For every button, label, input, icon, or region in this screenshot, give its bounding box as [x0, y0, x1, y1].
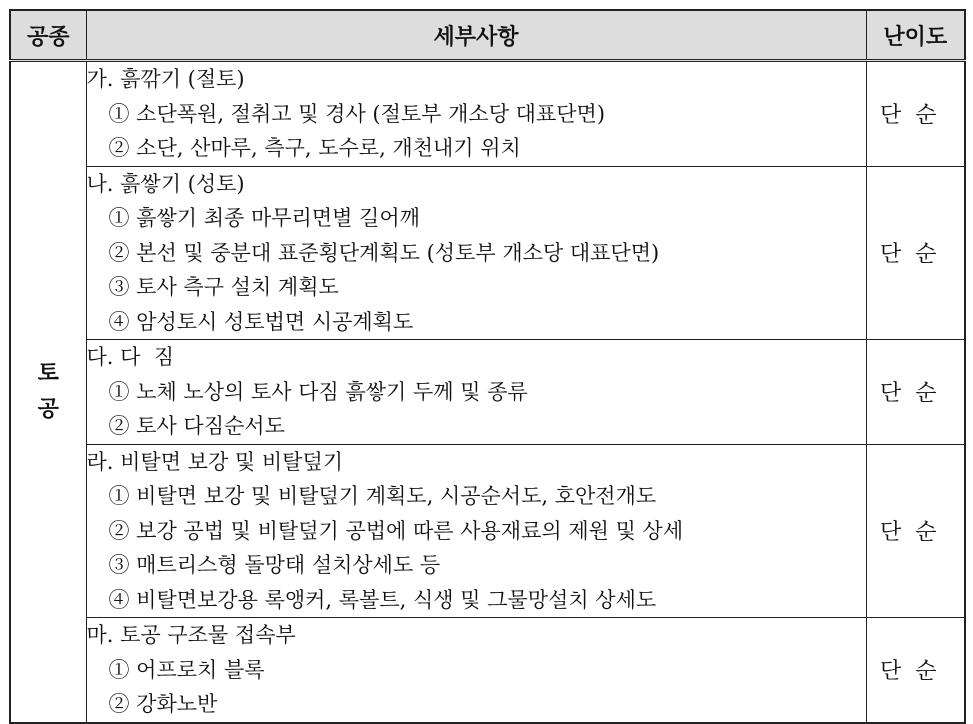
detail-cell: [86, 618, 866, 723]
group-title: 마. 토공 구조물 접속부: [86, 623, 296, 647]
detail-cell: [86, 166, 866, 340]
header-difficulty: 난이도: [866, 10, 965, 61]
list-item: ② 본선 및 중분대 표준횡단계획도 (성토부 개소당 대표단면): [108, 240, 660, 265]
difficulty-cell: 단순: [866, 61, 965, 167]
list-item: ① 소단폭원, 절취고 및 경사 (절토부 개소당 대표단면): [108, 101, 606, 126]
group-title: 라. 비탈면 보강 및 비탈덮기: [86, 449, 344, 474]
table-row: [10, 340, 965, 445]
list-item: ① 비탈면 보강 및 비탈덮기 계획도, 시공순서도, 호안전개도: [108, 484, 657, 508]
list-item: ② 강화노반: [108, 692, 218, 716]
category-char: 토: [37, 360, 59, 386]
list-item: ③ 토사 측구 설치 계획도: [108, 275, 339, 299]
list-item: ① 어프로치 블록: [108, 657, 265, 682]
difficulty-cell: 단순: [866, 618, 965, 723]
category-cell: [10, 61, 86, 723]
group-title: 다. 다 짐: [86, 345, 175, 369]
list-item: ② 소단, 산마루, 측구, 도수로, 개천내기 위치: [108, 136, 521, 160]
header-row: [10, 10, 965, 61]
difficulty-cell: 단순: [866, 340, 965, 445]
group-title: 나. 흙쌓기 (성토): [86, 171, 245, 196]
list-item: ② 보강 공법 및 비탈덮기 공법에 따른 사용재료의 제원 및 상세: [108, 518, 684, 543]
table-row: [10, 166, 965, 340]
list-item: ① 노체 노상의 토사 다짐 흙쌓기 두께 및 종류: [108, 379, 528, 404]
header-category: 공종: [10, 10, 86, 61]
detail-cell: [86, 444, 866, 618]
difficulty-cell: 단순: [866, 444, 965, 618]
construction-detail-table: [9, 9, 966, 724]
list-item: ④ 암성토시 성토법면 시공계획도: [108, 309, 414, 334]
group-title: 가. 흙깎기 (절토): [86, 67, 245, 91]
table-row: [10, 61, 965, 167]
list-item: ① 흙쌓기 최종 마무리면별 길어깨: [108, 206, 420, 230]
detail-cell: [86, 340, 866, 445]
list-item: ④ 비탈면보강용 록앵커, 록볼트, 식생 및 그물망설치 상세도: [108, 587, 657, 612]
list-item: ② 토사 다짐순서도: [108, 414, 285, 438]
header-details: 세부사항: [86, 10, 866, 61]
table-row: [10, 618, 965, 723]
category-char: 공: [37, 396, 59, 422]
detail-cell: [86, 61, 866, 167]
list-item: ③ 매트리스형 돌망태 설치상세도 등: [108, 553, 441, 577]
table-row: [10, 444, 965, 618]
difficulty-cell: 단순: [866, 166, 965, 340]
